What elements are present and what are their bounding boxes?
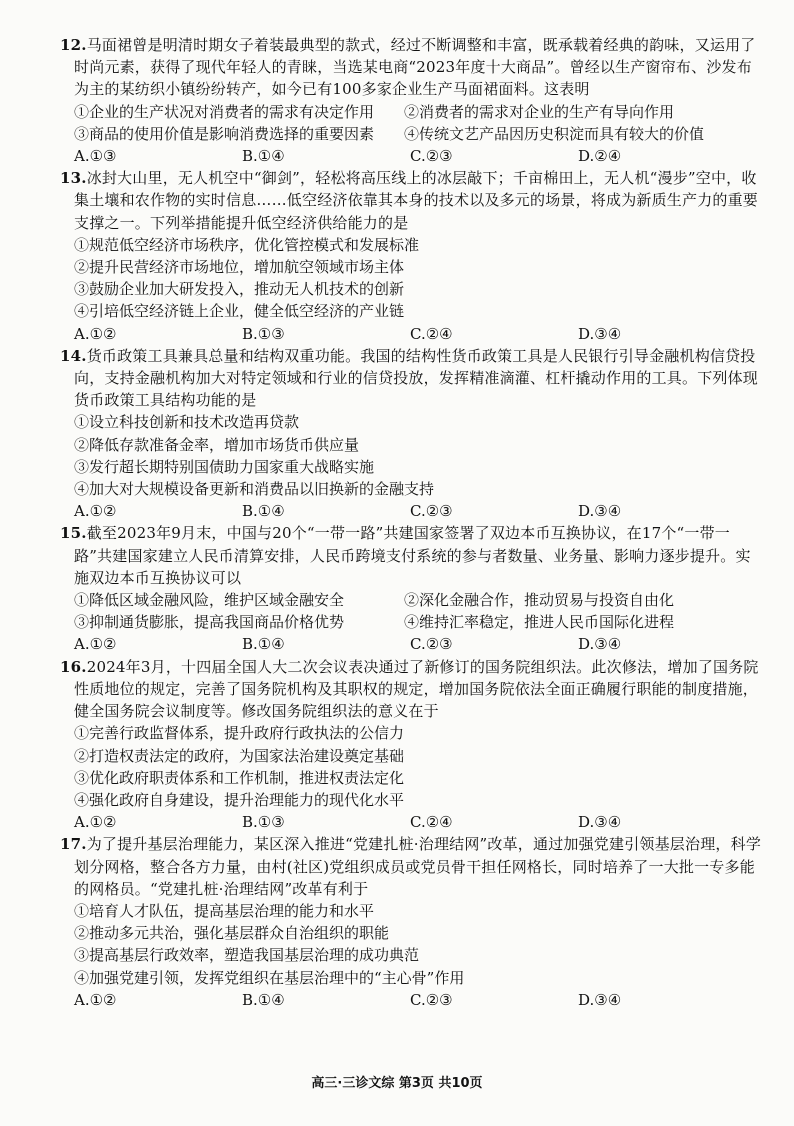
answer-choices: [60, 145, 764, 167]
option-4: ④加大对大规模设备更新和消费品以旧换新的金融支持: [74, 480, 435, 499]
page-footer: 高三·三诊文综 第3页 共10页: [311, 1076, 483, 1091]
question-16: [60, 656, 764, 834]
answer-b: B.①③: [242, 324, 285, 343]
option-4: ④强化政府自身建设，提升治理能力的现代化水平: [74, 790, 405, 809]
answer-choices: [60, 633, 764, 655]
answer-d: D.③④: [578, 990, 622, 1009]
answer-choices: [60, 989, 764, 1011]
answer-c: C.②③: [410, 635, 453, 654]
option-3: ③鼓励企业加大研发投入，推动无人机技术的创新: [74, 280, 405, 299]
question-12: [60, 34, 764, 167]
question-stem: 冰封大山里，无人机空中“御剑”，轻松将高压线上的冰层敲下；千亩棉田上，无人机“漫步”空中，收集土壤和农作物的实时信息……低空经济依靠其本身的技术以及多元的场景，将成为新质生产力的重要支撑之一。下列举措能提升低空经济供给能力的是: [74, 169, 759, 232]
answer-b: B.①④: [242, 147, 285, 166]
option-1: ①设立科技创新和技术改造再贷款: [74, 413, 300, 432]
question-13: [60, 167, 764, 345]
answer-a: A.①②: [74, 502, 117, 521]
question-stem: 马面裙曾是明清时期女子着装最典型的款式，经过不断调整和丰富，既承载着经典的韵味，又运用了时尚元素，获得了现代年轻人的青睐，当选某电商“2023年度十大商品”。曾经以生产窗帘布、沙发布为主的某纺织小镇纷纷转产，如今已有100多家企业生产马面裙面料。这表明: [74, 36, 756, 99]
option-2: ②推动多元共治，强化基层群众自治组织的职能: [74, 924, 390, 943]
option-row: [60, 589, 764, 611]
answer-a: A.①②: [74, 635, 117, 654]
option-2: ②打造权责法定的政府，为国家法治建设奠定基础: [74, 746, 405, 765]
answer-d: D.③④: [578, 324, 622, 343]
question-stem: 货币政策工具兼具总量和结构双重功能。我国的结构性货币政策工具是人民银行引导金融机构信贷投向，支持金融机构加大对特定领域和行业的信贷投放，发挥精准滴灌、杠杆撬动作用的工具。下列体现货币政策工具结构功能的是: [74, 346, 759, 410]
question-15: [60, 522, 764, 655]
option-1: ①完善行政监督体系，提升政府行政执法的公信力: [74, 724, 405, 743]
question-stem: 截至2023年9月末，中国与20个“一带一路”共建国家签署了双边本币互换协议，在17个“一带一路”共建国家建立人民币清算安排，人民币跨境支付系统的参与者数量、业务量、影响力逐步提升。实施双边本币互换协议可以: [74, 524, 751, 587]
answer-b: B.①③: [242, 813, 285, 832]
answer-choices: [60, 323, 764, 345]
question-number: 13.: [60, 169, 87, 188]
option-3: ③抑制通货膨胀，提高我国商品价格优势: [74, 613, 345, 632]
answer-d: D.③④: [578, 502, 622, 521]
question-stem: 为了提升基层治理能力，某区深入推进“党建扎桩·治理结网”改革，通过加强党建引领基层治理，科学划分网格，整合各方力量，由村(社区)党组织成员或党员骨干担任网格长，同时培养了一大批一专多能的网格员。“党建扎桩·治理结网”改革有利于: [74, 835, 762, 898]
answer-b: B.①④: [242, 635, 285, 654]
answer-choices: [60, 500, 764, 522]
answer-a: A.①②: [74, 990, 117, 1009]
answer-c: C.②③: [410, 990, 453, 1009]
answer-b: B.①④: [242, 990, 285, 1009]
question-stem: 2024年3月，十四届全国人大二次会议表决通过了新修订的国务院组织法。此次修法，增加了国务院性质地位的规定，完善了国务院机构及其职权的规定，增加国务院依法全面正确履行职能的制度措施，健全国务院会议制度等。修改国务院组织法的意义在于: [74, 657, 759, 721]
answer-c: C.②④: [410, 813, 453, 832]
option-1: ①企业的生产状况对消费者的需求有决定作用: [74, 102, 375, 121]
answer-a: A.①②: [74, 813, 117, 832]
answer-d: D.②④: [578, 147, 622, 166]
option-1: ①规范低空经济市场秩序，优化管控模式和发展标准: [74, 235, 420, 254]
answer-c: C.②③: [410, 147, 453, 166]
option-2: ②消费者的需求对企业的生产有导向作用: [404, 102, 675, 121]
question-number: 15.: [60, 524, 87, 543]
option-4: ④引培低空经济链上企业，健全低空经济的产业链: [74, 302, 405, 321]
option-1: ①降低区域金融风险，维护区域金融安全: [74, 591, 345, 610]
answer-a: A.①②: [74, 324, 117, 343]
option-row: [60, 123, 764, 145]
option-3: ③发行超长期特别国债助力国家重大战略实施: [74, 457, 375, 476]
option-3: ③商品的使用价值是影响消费选择的重要因素: [74, 124, 375, 143]
question-number: 12.: [60, 36, 87, 54]
question-14: [60, 345, 764, 523]
option-3: ③提高基层行政效率，塑造我国基层治理的成功典范: [74, 946, 420, 965]
option-4: ④维持汇率稳定，推进人民币国际化进程: [404, 613, 675, 632]
question-17: [60, 833, 764, 1011]
answer-c: C.②③: [410, 502, 453, 521]
option-3: ③优化政府职责体系和工作机制，推进权责法定化: [74, 768, 405, 787]
answer-d: D.③④: [578, 635, 622, 654]
option-2: ②深化金融合作，推动贸易与投资自由化: [404, 591, 675, 610]
answer-c: C.②④: [410, 324, 453, 343]
answer-choices: [60, 811, 764, 833]
answer-b: B.①④: [242, 502, 285, 521]
question-number: 14.: [60, 346, 87, 365]
option-row: [60, 611, 764, 633]
option-1: ①培育人才队伍，提高基层治理的能力和水平: [74, 901, 375, 920]
question-number: 17.: [60, 835, 87, 854]
option-2: ②提升民营经济市场地位，增加航空领域市场主体: [74, 258, 405, 277]
answer-d: D.③④: [578, 813, 622, 832]
option-2: ②降低存款准备金率，增加市场货币供应量: [74, 435, 360, 454]
question-number: 16.: [60, 657, 87, 676]
answer-a: A.①③: [74, 147, 117, 166]
option-4: ④加强党建引领，发挥党组织在基层治理中的“主心骨”作用: [74, 968, 465, 987]
option-4: ④传统文艺产品因历史积淀而具有较大的价值: [404, 124, 705, 143]
option-row: [60, 101, 764, 123]
